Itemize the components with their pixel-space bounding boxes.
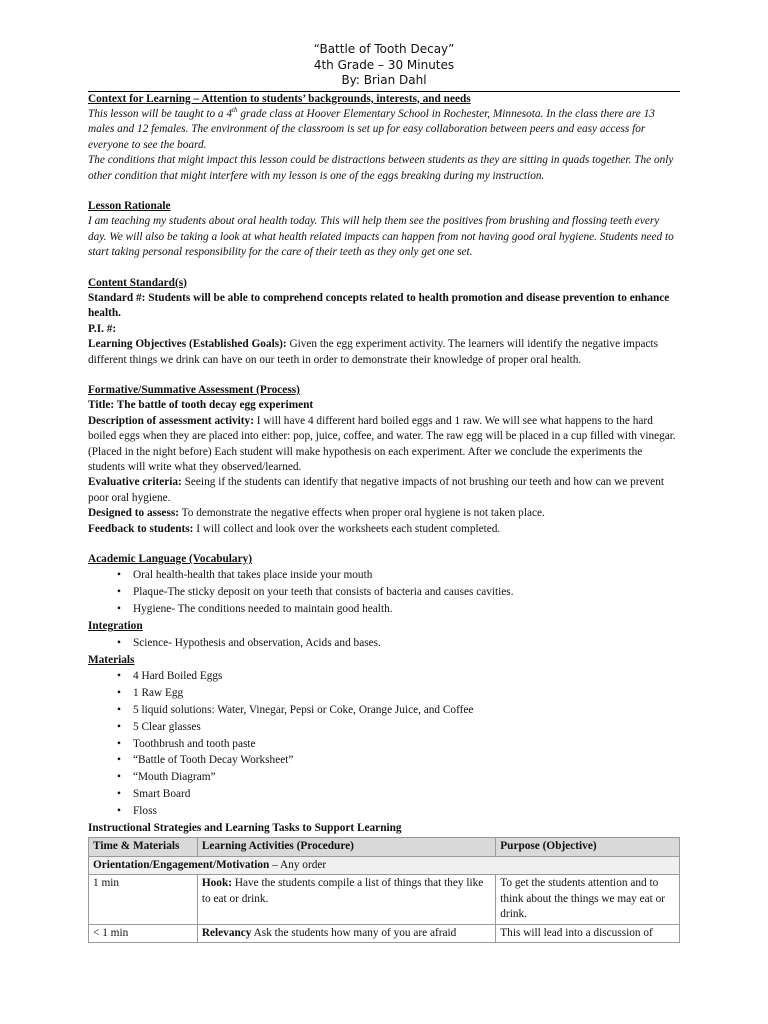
author-line: By: Brian Dahl	[341, 73, 427, 87]
table-row	[89, 924, 680, 942]
materials-list	[88, 669, 680, 820]
list-item: • 1 Raw Egg	[88, 686, 680, 701]
integration-list	[88, 636, 680, 651]
list-item: • Smart Board	[88, 787, 680, 802]
list-item: • 5 liquid solutions: Water, Vinegar, Pepsi or Coke, Orange Juice, and Coffee	[88, 703, 680, 718]
list-item: • Toothbrush and tooth paste	[88, 737, 680, 752]
grade-duration: 4th Grade – 30 Minutes	[313, 57, 455, 72]
assessment-heading: Formative/Summative Assessment (Process)	[88, 384, 300, 396]
rationale-heading: Lesson Rationale	[88, 199, 171, 212]
column-header-activities: Learning Activities (Procedure)	[197, 838, 495, 856]
pi-label: P.I. #:	[88, 322, 117, 335]
list-item: • Oral health-health that takes place inside your mouth	[88, 568, 680, 583]
standards-heading: Content Standard(s)	[88, 276, 187, 289]
learning-objectives: Learning Objectives (Established Goals): Given the egg experiment activity. The learners will identify the negative impacts different things we drink can have on our teeth in order to demonstrate their knowledge of proper oral health.	[88, 338, 659, 366]
vocabulary-heading: Academic Language (Vocabulary)	[88, 553, 253, 566]
list-item: • Plaque-The sticky deposit on your teeth that consists of bacteria and causes cavities.	[88, 585, 680, 600]
list-item: • “Battle of Tooth Decay Worksheet”	[88, 753, 680, 768]
integration-heading: Integration	[88, 620, 143, 633]
lesson-plan-page	[88, 42, 680, 943]
table-section-row	[89, 856, 680, 874]
assessment-description: Description of assessment activity: I will have 4 different hard boiled eggs and 1 raw. We will see what happens to the hard boiled eggs when they are placed into either: pop, juice, coffee, and water. The raw egg will be placed in a cup filled with vinegar. (Placed in the night before) Each student will make hypothesis on each experiment. After we conclude the experiments the students will write what they observed/learned.	[88, 414, 676, 474]
rationale-text: I am teaching my students about oral health today. This will help them see the positives from brushing and flossing teeth every day. We will also be taking a look at what health related impacts can happen from not having good oral hygiene. Students need to start taking personal responsibility for the care of their teeth as they only get one set.	[88, 215, 674, 259]
list-item: • 5 Clear glasses	[88, 720, 680, 735]
row-time: < 1 min	[89, 924, 198, 942]
column-header-time: Time & Materials	[89, 838, 198, 856]
row-time: 1 min	[89, 875, 198, 924]
standard-text: Standard #: Students will be able to comprehend concepts related to health promotion and disease prevention to enhance health.	[88, 291, 670, 320]
vocabulary-list	[88, 568, 680, 617]
context-heading: Context for Learning – Attention to students’ backgrounds, interests, and needs	[88, 92, 471, 105]
row-purpose: To get the students attention and to think about the things we may eat or drink.	[496, 875, 680, 924]
strategies-heading: Instructional Strategies and Learning Tasks to Support Learning	[88, 822, 402, 835]
list-item: • Floss	[88, 804, 680, 819]
table-row	[89, 875, 680, 924]
strategies-table	[88, 837, 680, 942]
column-header-purpose: Purpose (Objective)	[496, 838, 680, 856]
feedback-to-students: Feedback to students: I will collect and look over the worksheets each student completed.	[88, 522, 501, 535]
designed-to-assess: Designed to assess: To demonstrate the negative effects when proper oral hygiene is not taken place.	[88, 507, 545, 520]
table-header-row	[89, 838, 680, 856]
context-paragraph-1: This lesson will be taught to a 4th grade class at Hoover Elementary School in Rochester, Minnesota. In the class there are 13 males and 12 females. The environment of the classroom is set up for easy collaboration between peers and easy access for everyone to see the board.	[88, 106, 655, 151]
context-paragraph-2: The conditions that might impact this lesson could be distractions between students as they are sitting in quads together. The only other condition that might interfere with my lesson is one of the eggs breaking during my instruction.	[88, 154, 674, 182]
row-purpose: This will lead into a discussion of	[496, 924, 680, 942]
list-item: • Science- Hypothesis and observation, Acids and bases.	[88, 636, 680, 651]
assessment-title: Title: The battle of tooth decay egg experiment	[88, 399, 314, 412]
list-item: • 4 Hard Boiled Eggs	[88, 669, 680, 684]
row-activity: Relevancy Ask the students how many of you are afraid	[197, 924, 495, 942]
document-title: “Battle of Tooth Decay”	[313, 42, 455, 56]
section-label: Orientation/Engagement/Motivation – Any order	[89, 856, 680, 874]
list-item: • “Mouth Diagram”	[88, 770, 680, 785]
evaluative-criteria: Evaluative criteria: Seeing if the students can identify that negative impacts of not brushing our teeth and how can we prevent poor oral hygiene.	[88, 476, 664, 504]
list-item: • Hygiene- The conditions needed to maintain good health.	[88, 602, 680, 617]
materials-heading: Materials	[88, 653, 135, 666]
row-activity: Hook: Have the students compile a list of things that they like to eat or drink.	[197, 875, 495, 924]
